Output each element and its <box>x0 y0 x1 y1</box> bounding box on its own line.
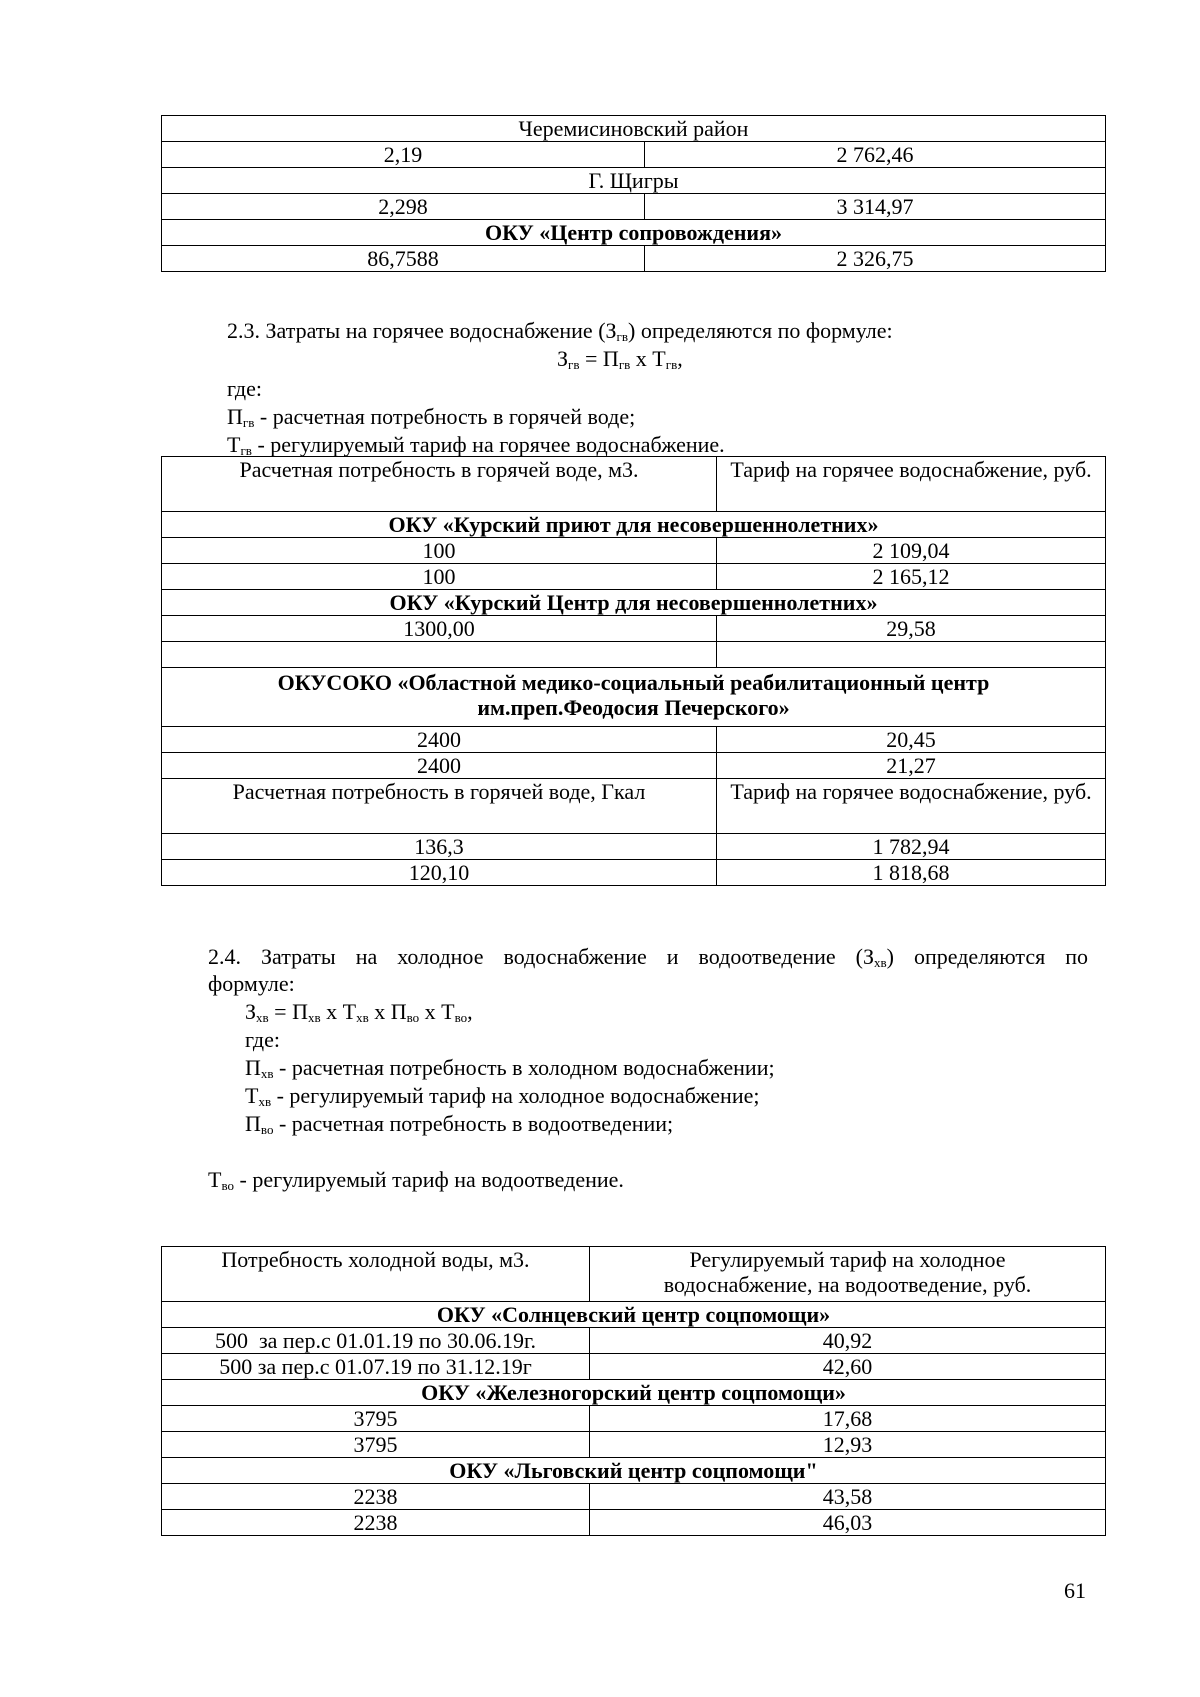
cell: 46,03 <box>590 1510 1106 1536</box>
column-header: Тариф на горячее водоснабжение, руб. <box>717 779 1106 834</box>
table-row <box>162 1484 1106 1510</box>
cell: 2,19 <box>162 142 645 168</box>
cell: 21,27 <box>717 753 1106 779</box>
cell: 120,10 <box>162 860 717 886</box>
cell: 2 762,46 <box>645 142 1106 168</box>
cell: 29,58 <box>717 616 1106 642</box>
table-row-org: ОКУ «Льговский центр соцпомощи" <box>162 1458 1106 1484</box>
table-cold-water <box>161 1246 1106 1536</box>
definition: $П_{хв}$ - расчетная потребность в холодном водоснабжении; <box>245 1055 775 1081</box>
cell <box>162 642 717 668</box>
cell: 100 <box>162 538 717 564</box>
formula-hot-water: $З_{гв} = П_{гв}$ х $Т_{гв}$, <box>557 346 683 372</box>
table-row <box>162 1406 1106 1432</box>
cell: 1 782,94 <box>717 834 1106 860</box>
table-row <box>162 538 1106 564</box>
cell <box>717 642 1106 668</box>
cell: 43,58 <box>590 1484 1106 1510</box>
cell: 2,298 <box>162 194 645 220</box>
table-header-row <box>162 779 1106 834</box>
table-row <box>162 1328 1106 1354</box>
table-row <box>162 642 1106 668</box>
column-header: Расчетная потребность в горячей воде, м3. <box>162 457 717 512</box>
cell: 2238 <box>162 1484 590 1510</box>
table-row <box>162 616 1106 642</box>
cell: 40,92 <box>590 1328 1106 1354</box>
page-number: 61 <box>1064 1578 1086 1603</box>
table-header-row <box>162 1247 1106 1302</box>
table-row-header: Черемисиновский район <box>162 116 1106 142</box>
table-row-org: ОКУ «Курский Центр для несовершеннолетних» <box>162 590 1106 616</box>
table-row-header: Г. Щигры <box>162 168 1106 194</box>
definition: $П_{во}$ - расчетная потребность в водоотведении; <box>245 1111 674 1137</box>
cell: 2238 <box>162 1510 590 1536</box>
cell: 2 326,75 <box>645 246 1106 272</box>
column-header: Потребность холодной воды, м3. <box>162 1247 590 1302</box>
column-header: Тариф на горячее водоснабжение, руб. <box>717 457 1106 512</box>
cell: 2 165,12 <box>717 564 1106 590</box>
section-2-4-intro-cont: формуле: <box>208 971 295 996</box>
table-row <box>162 753 1106 779</box>
cell: 500 за пер.с 01.01.19 по 30.06.19г. <box>162 1328 590 1354</box>
table-top <box>161 115 1106 272</box>
table-row-org: ОКУСОКО «Областной медико-социальный реабилитационный центр им.преп.Феодосия Печерского» <box>162 668 1106 727</box>
cell: 3795 <box>162 1432 590 1458</box>
cell: 136,3 <box>162 834 717 860</box>
table-row <box>162 1510 1106 1536</box>
table-row <box>162 246 1106 272</box>
where-label: где: <box>245 1027 280 1052</box>
cell: 42,60 <box>590 1354 1106 1380</box>
cell: 500 за пер.с 01.07.19 по 31.12.19г <box>162 1354 590 1380</box>
table-row <box>162 1354 1106 1380</box>
column-header: Регулируемый тариф на холодное водоснабжение, на водоотведение, руб. <box>590 1247 1106 1302</box>
cell: 2400 <box>162 727 717 753</box>
table-header-row <box>162 457 1106 512</box>
section-2-4-intro: 2.4. Затраты на холодное водоснабжение и водоотведение $(З_{хв})$ определяются по <box>208 944 1088 970</box>
cell: 2 109,04 <box>717 538 1106 564</box>
cell: 17,68 <box>590 1406 1106 1432</box>
table-row-org: ОКУ «Курский приют для несовершеннолетних» <box>162 512 1106 538</box>
definition: $П_{гв}$ - расчетная потребность в горячей воде; <box>227 404 636 430</box>
table-hot-water <box>161 456 1106 886</box>
definition: $Т_{хв}$ - регулируемый тариф на холодное водоснабжение; <box>245 1083 760 1109</box>
table-row <box>162 564 1106 590</box>
cell: 86,7588 <box>162 246 645 272</box>
table-row <box>162 860 1106 886</box>
cell: 12,93 <box>590 1432 1106 1458</box>
cell: 3 314,97 <box>645 194 1106 220</box>
table-row <box>162 727 1106 753</box>
section-2-3-intro: 2.3. Затраты на горячее водоснабжение $(З_{гв})$ определяются по формуле: <box>227 318 893 344</box>
table-row <box>162 142 1106 168</box>
table-row-org: ОКУ «Железногорский центр соцпомощи» <box>162 1380 1106 1406</box>
where-label: где: <box>227 376 262 401</box>
table-row <box>162 194 1106 220</box>
table-row-org: ОКУ «Солнцевский центр соцпомощи» <box>162 1302 1106 1328</box>
cell: 100 <box>162 564 717 590</box>
definition: $Т_{во}$ - регулируемый тариф на водоотведение. <box>208 1167 624 1193</box>
table-row-org: ОКУ «Центр сопровождения» <box>162 220 1106 246</box>
formula-cold-water: $З_{хв} = П_{хв}$ х $Т_{хв}$ х $П_{во}$ х $Т_{во}$, <box>245 999 473 1025</box>
table-row <box>162 834 1106 860</box>
column-header: Расчетная потребность в горячей воде, Гкал <box>162 779 717 834</box>
cell: 20,45 <box>717 727 1106 753</box>
definition: $Т_{гв}$ - регулируемый тариф на горячее водоснабжение. <box>227 432 725 458</box>
cell: 3795 <box>162 1406 590 1432</box>
table-row <box>162 1432 1106 1458</box>
cell: 1300,00 <box>162 616 717 642</box>
cell: 2400 <box>162 753 717 779</box>
cell: 1 818,68 <box>717 860 1106 886</box>
